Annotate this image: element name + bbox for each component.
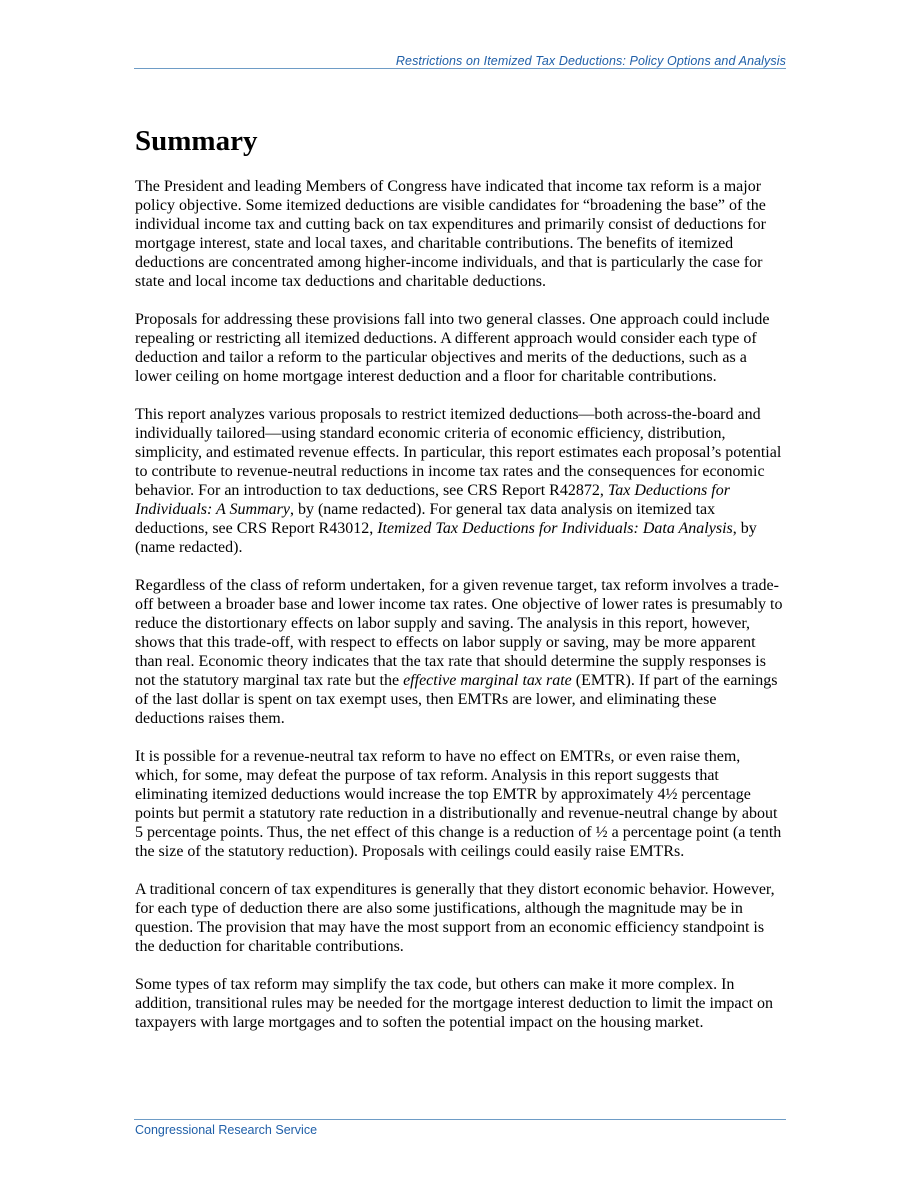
- paragraph-3-text-e: , by (name redacted).: [135, 520, 757, 556]
- footer-divider: [134, 1119, 786, 1120]
- emtr-term: effective marginal tax rate: [403, 672, 572, 689]
- paragraph-3-text-a: This report analyzes various proposals to restrict itemized deductions—both across-the-board and individually tailored—using standard economic criteria of economic efficiency, distribution, simplicity, and estimated revenue effects. In particular, this report estimates each proposal’s potential to contribute to revenue-neutral reductions in income tax rates and the consequences for economic behavior. For an introduction to tax deductions, see CRS Report R42872,: [135, 406, 782, 499]
- report-title-r42872: Tax Deductions for Individuals: A Summary: [135, 482, 730, 518]
- paragraph-1: The President and leading Members of Congress have indicated that income tax reform is a major policy objective. Some itemized deductions are visible candidates for “broadening the base” of the individual income tax and cutting back on tax expenditures and primarily consist of deductions for mortgage interest, state and local taxes, and charitable contributions. The benefits of itemized deductions are concentrated among higher-income individuals, and that is particularly the case for state and local income tax deductions and charitable deductions.: [135, 178, 766, 290]
- paragraph-4: [135, 576, 787, 728]
- paragraph-4-text-c: (EMTR). If part of the earnings of the last dollar is spent on tax exempt uses, then EMTRs are lower, and eliminating these deductions raises them.: [135, 672, 778, 727]
- paragraph-4-text-a: Regardless of the class of reform undertaken, for a given revenue target, tax reform involves a trade-off between a broader base and lower income tax rates. One objective of lower rates is presumably to reduce the distortionary effects on labor supply and saving. The analysis in this report, however, shows that this trade-off, with respect to effects on labor supply or saving, may be more apparent than real. Economic theory indicates that the tax rate that should determine the supply responses is not the statutory marginal tax rate but the: [135, 577, 783, 689]
- summary-body: [135, 177, 787, 1051]
- header-divider: [134, 68, 786, 69]
- paragraph-3-text-c: , by (name redacted). For general tax data analysis on itemized tax deductions, see CRS Report R43012,: [135, 501, 716, 537]
- paragraph-2: Proposals for addressing these provisions fall into two general classes. One approach could include repealing or restricting all itemized deductions. A different approach would consider each type of deduction and tailor a reform to the particular objectives and merits of the deductions, such as a lower ceiling on home mortgage interest deduction and a floor for charitable contributions.: [135, 311, 770, 385]
- paragraph-5: It is possible for a revenue-neutral tax reform to have no effect on EMTRs, or even raise them, which, for some, may defeat the purpose of tax reform. Analysis in this report suggests that eliminating itemized deductions would increase the top EMTR by approximately 4½ percentage points but permit a statutory rate reduction in a distributionally and revenue-neutral change by about 5 percentage points. Thus, the net effect of this change is a reduction of ½ a percentage point (a tenth the size of the statutory reduction). Proposals with ceilings could easily raise EMTRs.: [135, 748, 782, 860]
- report-title-r43012: Itemized Tax Deductions for Individuals: Data Analysis: [377, 520, 733, 537]
- paragraph-6: A traditional concern of tax expenditures is generally that they distort economic behavior. However, for each type of deduction there are also some justifications, although the magnitude may be in question. The provision that may have the most support from an economic efficiency standpoint is the deduction for charitable contributions.: [135, 881, 775, 955]
- paragraph-3: [135, 405, 787, 557]
- running-header: Restrictions on Itemized Tax Deductions: Policy Options and Analysis: [395, 54, 786, 68]
- section-title: Summary: [135, 125, 258, 157]
- paragraph-7: Some types of tax reform may simplify the tax code, but others can make it more complex. In addition, transitional rules may be needed for the mortgage interest deduction to limit the impact on taxpayers with large mortgages and to soften the potential impact on the housing market.: [135, 976, 774, 1031]
- footer-organization: Congressional Research Service: [135, 1123, 318, 1137]
